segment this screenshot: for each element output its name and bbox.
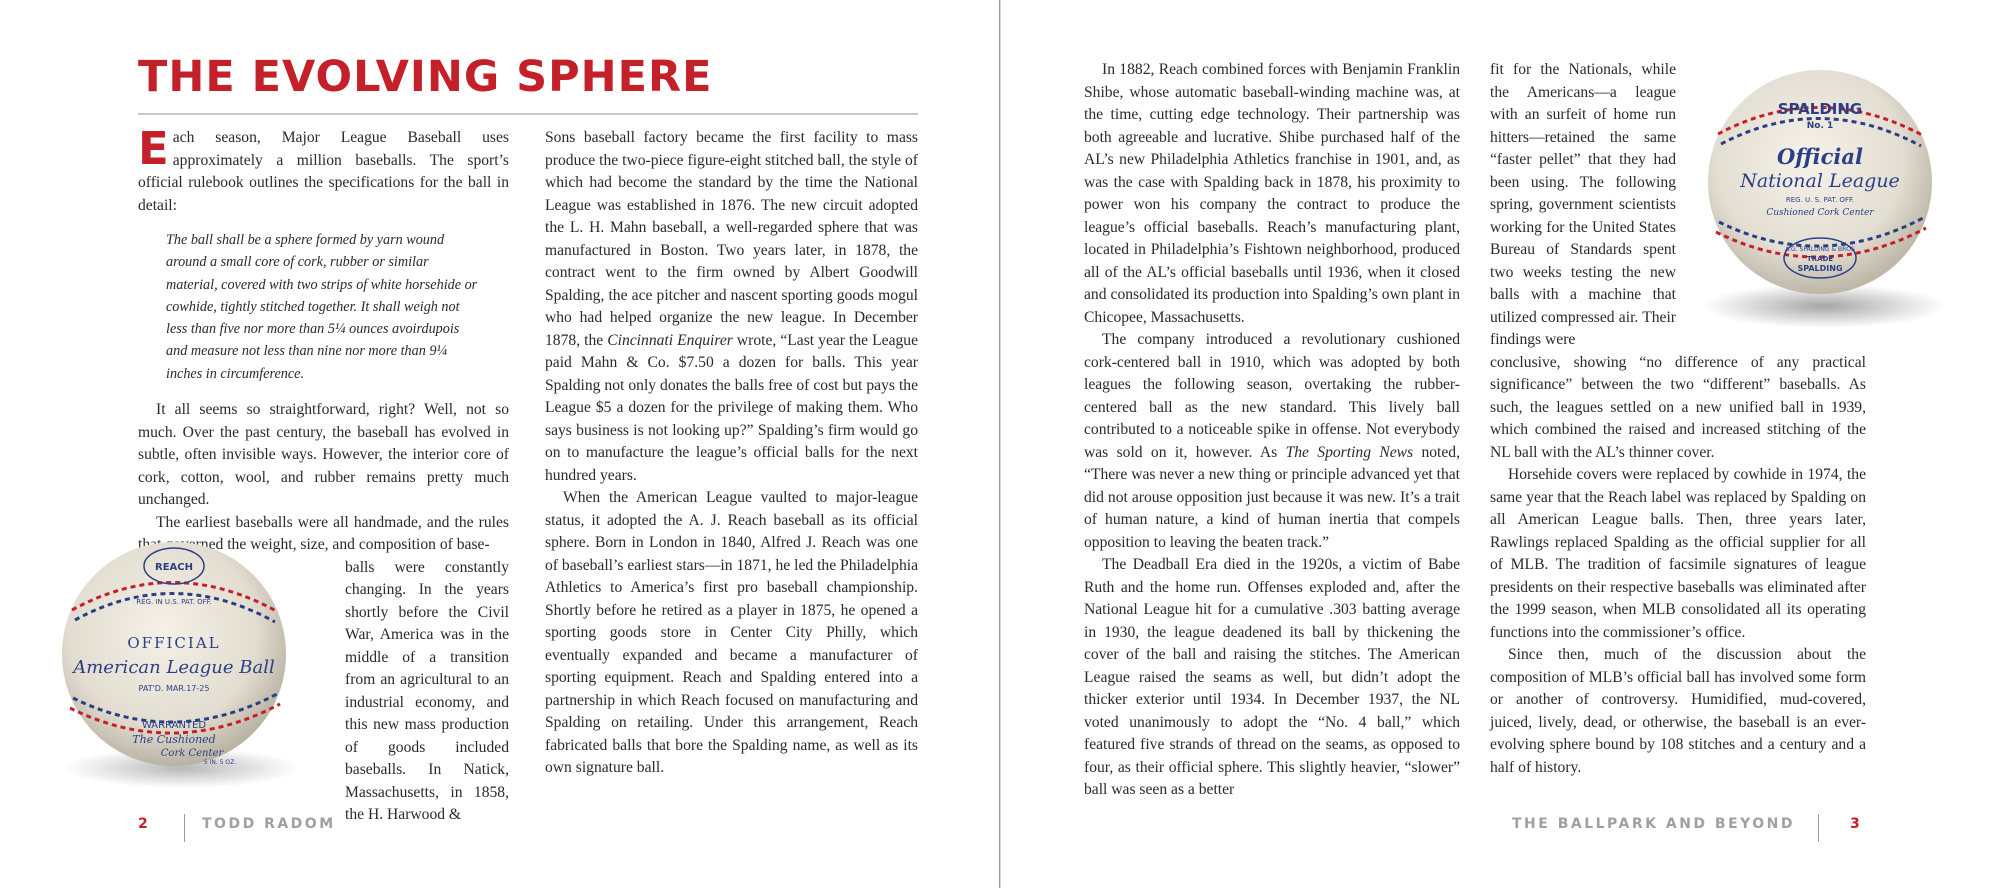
- right-page: [1002, 0, 2000, 888]
- left-column-2: [545, 127, 918, 780]
- body-paragraph: The Deadball Era died in the 1920s, a victim of Babe Ruth and the home run. Offenses exploded and, after the National League hit for a cumulative .303 batting average in 1930, the league deadened its ball by thickening the cover of the ball and raising the stitches. The American League raised the seams as well, but didn’t adopt the thicker exterior until 1934. In December 1937, the NL voted unanimously to adopt the “No. 4 ball,” which featured five strands of thread on the seams, as opposed to four, as their official sphere. This slightly heavier, “slower” ball was seen as a better: [1084, 556, 1460, 798]
- right-column-1: [1084, 59, 1460, 802]
- page-title: THE EVOLVING SPHERE: [138, 52, 713, 102]
- svg-text:Cushioned Cork Center: Cushioned Cork Center: [1766, 208, 1874, 218]
- svg-text:Official: Official: [1777, 144, 1863, 169]
- svg-text:PAT'D. MAR.17-25: PAT'D. MAR.17-25: [138, 684, 210, 693]
- svg-text:REG. U. S. PAT. OFF.: REG. U. S. PAT. OFF.: [1785, 196, 1855, 204]
- svg-text:National League: National League: [1740, 170, 1900, 192]
- svg-text:OFFICIAL: OFFICIAL: [127, 634, 221, 652]
- ball-brand-text: SPALDING: [1777, 100, 1863, 118]
- publication-name: Cincinnati Enquirer: [607, 331, 733, 349]
- svg-text:A.G. SPALDING & BROS: A.G. SPALDING & BROS: [1785, 246, 1855, 253]
- body-paragraph: In 1882, Reach combined forces with Benjamin Franklin Shibe, whose automatic baseball-winding machine was, at the time, cutting edge technology. Their partnership was both agreeable and lucrative. Shibe purchased half of the AL’s new Philadelphia Athletics franchise in 1901, and, as was the case with Spalding back in 1878, his proximity to power won his company the contract to produce the league’s official baseballs. Reach’s manufacturing plant, located in Philadelphia’s Fishtown neighborhood, produced all of the AL’s official baseballs until 1936, when it closed and consolidated its production into Spalding’s own plant in Chicopee, Massachusetts.: [1084, 61, 1460, 326]
- svg-text:American League Ball: American League Ball: [73, 657, 275, 678]
- svg-text:WARRANTED: WARRANTED: [141, 720, 207, 731]
- american-league-baseball-image: [42, 532, 312, 794]
- svg-text:The Cushioned: The Cushioned: [132, 733, 216, 746]
- body-paragraph: Horsehide covers were replaced by cowhide in 1974, the same year that the Reach label was replaced by Spalding on all American League balls. Then, three years later, Rawlings replaced Spalding as the official supplier for all of MLB. The tradition of facsimile signatures of league presidents on their respective baseballs was eliminated after the 1999 season, when MLB consolidated all its operating functions into the commissioner’s office.: [1490, 466, 1866, 641]
- page-number: 3: [1850, 816, 1860, 832]
- body-paragraph-wrapped: fit for the Nationals, while the Americans—a league with an surfeit of home run hitters—retained the same “faster pellet” that they had been using. The following spring, government scientists working for the United States Bureau of Standards spent two weeks testing the new balls with a machine that utilized compressed air. Their findings were: [1490, 61, 1676, 348]
- body-paragraph: It all seems so straightforward, right? Well, not so much. Over the past century, the baseball has evolved in subtle, often invisible ways. However, the interior core of cork, cotton, wool, and rubber remains pretty much unchanged.: [138, 401, 509, 509]
- svg-text:5 IN. 5 OZ.: 5 IN. 5 OZ.: [203, 759, 237, 766]
- ball-brand-text: REACH: [155, 562, 193, 573]
- svg-text:SPALDING: SPALDING: [1797, 264, 1843, 273]
- body-paragraph: When the American League vaulted to major-league status, it adopted the A. J. Reach baseball as its official sphere. Born in London in 1840, Alfred J. Reach was one of baseball’s earliest stars—in 1871, he led the Philadelphia Athletics to America’s first pro baseball championship. Shortly before he retired as a player in 1875, he opened a sporting goods store in Center City Philly, which eventually expanded and became a manufacturer of sporting equipment. Reach and Spalding entered into a partnership in which Reach focused on manufacturing and Spalding on retailing. Under this arrangement, Reach fabricated balls that bore the Spalding name, as well as its own signature ball.: [545, 489, 918, 776]
- svg-text:TRADE: TRADE: [1806, 255, 1834, 263]
- body-paragraph: Sons baseball factory became the first facility to mass produce the two-piece figure-eight stitched ball, the style of which had become the standard by the time the National League was established in 1876. The new circuit adopted the L. H. Mahn baseball, a well-regarded sphere that was manufactured in Boston. Two years later, in 1878, the contract went to the firm owned by Albert Goodwill Spalding, the ace pitcher and nascent sporting goods mogul who had helped organize the new league. In December 1878, the Cincinnati Enquirer wrote, “Last year the League paid Mahn & Co. $7.50 a dozen for balls. This year Spalding not only donates the balls free of cost but pays the League $5 a dozen for the privilege of making them. Who says business is not looking up?” Spalding’s firm would go on to manufacture the league’s official balls for the next hundred years.: [545, 129, 919, 484]
- running-head: THE BALLPARK AND BEYOND: [1512, 816, 1796, 832]
- body-paragraph: conclusive, showing “no difference of any practical significance” between the two “different” baseballs. As such, the leagues settled on a new unified ball in 1939, which combined the raised and increased stitching of the NL ball with the AL’s thinner cover.: [1490, 353, 1866, 461]
- body-paragraph: The company introduced a revolutionary cushioned cork-centered ball in 1910, which was adopted by both leagues the following season, overtaking the rubber-centered ball as the new standard. This lively ball contributed to a noticeable spike in offense. Not everybody was sold on it, however. As The Sporting News noted, “There was never a new thing or principle advanced yet that did not arouse opposition just because it was new. It’s a trait of human nature, a kind of human inertia that compels opposition to leaving the beaten track.”: [1084, 331, 1460, 551]
- title-rule: [138, 113, 918, 115]
- svg-text:No. 1: No. 1: [1806, 121, 1834, 131]
- body-paragraph: Since then, much of the discussion about the composition of MLB’s official ball has involved some form or another of controversy. Humidified, mud-covered, juiced, lively, dead, or otherwise, the baseball is an ever-evolving sphere bound by 108 stitches and a century and a half of history.: [1490, 646, 1866, 776]
- svg-text:REG. IN U.S. PAT. OFF.: REG. IN U.S. PAT. OFF.: [136, 598, 212, 606]
- drop-cap: E: [138, 122, 169, 175]
- running-head: TODD RADOM: [202, 816, 336, 832]
- footer-divider: [1818, 814, 1819, 842]
- rulebook-quote: The ball shall be a sphere formed by yarn wound around a small core of cork, rubber or similar material, covered with two strips of white horsehide or cowhide, tightly stitched together. It shall weigh not less than five nor more than 5¼ ounces avoirdupois and measure not less than nine nor more than 9¼ inches in circumference.: [166, 232, 478, 382]
- publication-name: The Sporting News: [1285, 443, 1414, 461]
- body-paragraph-wrapped: balls were constantly changing. In the years shortly before the Civil War, America was in the middle of a transition from an agricultural to an industrial economy, and this new mass production of goods included baseballs. In Natick, Massachusetts, in 1858, the H. Harwood &: [345, 558, 509, 824]
- body-paragraph: The earliest baseballs were all handmade, and the rules that governed the weight, size, and composition of base-: [138, 513, 509, 554]
- footer-divider: [184, 814, 185, 842]
- svg-text:Cork Center: Cork Center: [160, 748, 224, 759]
- national-league-baseball-image: [1688, 62, 1950, 336]
- intro-paragraph: Each season, Major League Baseball uses approximately a million baseballs. The sport’s official rulebook outlines the specifications for the ball in detail:: [138, 122, 509, 214]
- page-number: 2: [138, 816, 148, 832]
